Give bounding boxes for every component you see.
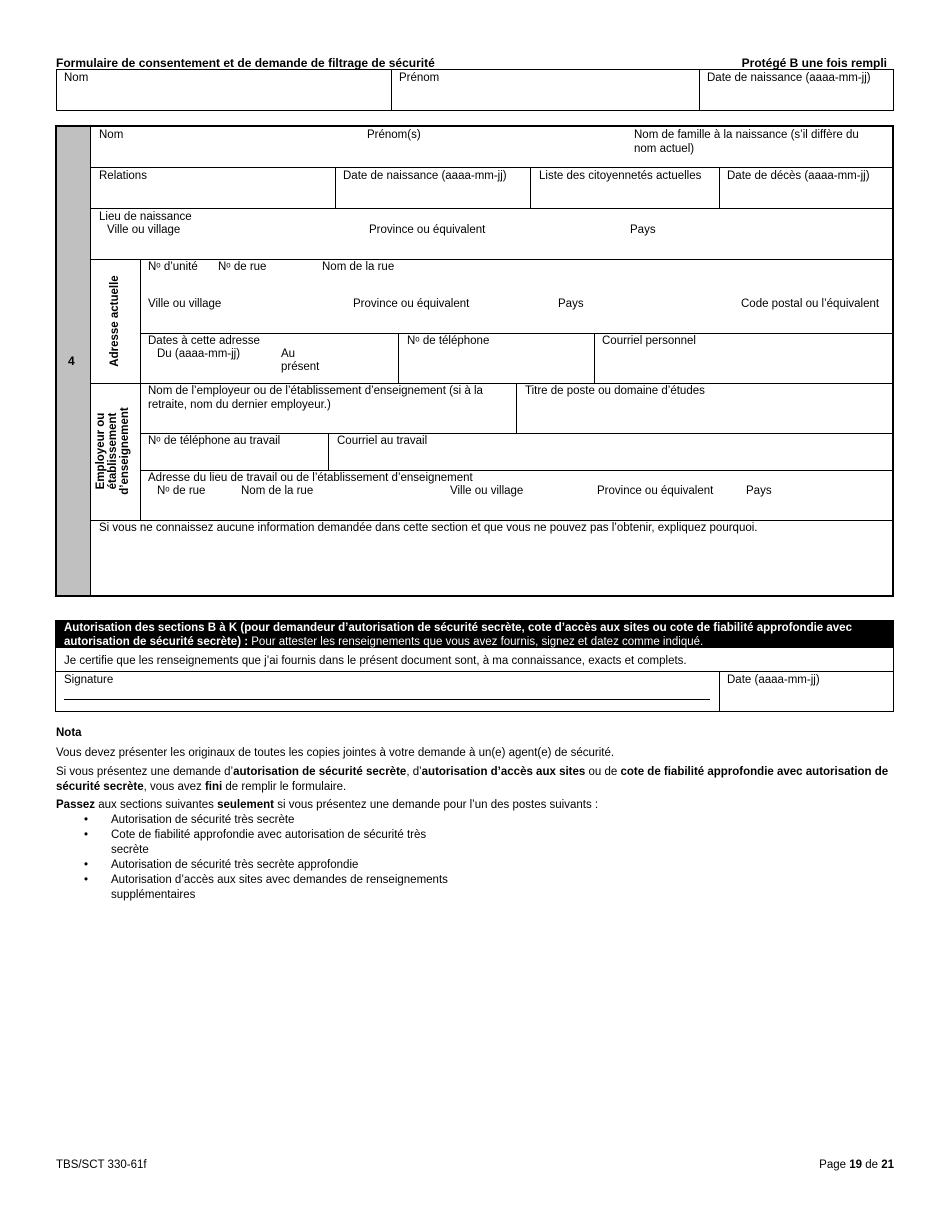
relative-nom-field[interactable]: Nom [99,129,124,141]
courriel-travail-field[interactable]: Courriel au travail [337,435,428,447]
form-number: TBS/SCT 330-61f [56,1159,147,1171]
adresse-travail-label: Adresse du lieu de travail ou de l’établissement d’enseignement [148,472,473,484]
travail-pays-field[interactable]: Pays [746,485,772,497]
signature-label: Signature [64,674,114,686]
relations-field[interactable]: Relations [99,170,147,182]
autorisation-heading-bold: Autorisation des sections B à K (pour demandeur d’autorisation de sécurité secrète, cote d’accès aux sites ou cote de fiabilité approfondie avec autorisation de sécurité secrète) : [64,622,852,648]
autorisation-heading-normal: Pour attester les renseignements que vous avez fournis, signez et datez comme indiqué. [248,635,704,648]
lieu-ville-field[interactable]: Ville ou village [107,224,181,236]
no-unite-field[interactable]: Nᵒ d’unité [148,261,198,273]
date-present-label: présent [281,361,320,373]
form-title: Formulaire de consentement et de demande de filtrage de sécurité [56,56,435,70]
employeur-side-label-line2: établissement [107,412,119,490]
citoyennetes-field[interactable]: Liste des citoyennetés actuelles [539,170,702,182]
adresse-province-field[interactable]: Province ou équivalent [353,298,470,310]
adresse-pays-field[interactable]: Pays [558,298,584,310]
date-deces-field[interactable]: Date de décès (aaaa-mm-jj) [727,170,870,182]
unknown-info-field[interactable]: Si vous ne connaissez aucune information demandée dans cette section et que vous ne pouvez pas l’obtenir, expliquez pourquoi. [99,522,758,534]
relative-ddn-field[interactable]: Date de naissance (aaaa-mm-jj) [343,170,507,182]
lieu-pays-field[interactable]: Pays [630,224,656,236]
nom-employeur-field[interactable]: Nom de l’employeur ou de l’établissement d’enseignement (si à la retraite, nom du dernier employeur.) [148,385,483,411]
nota-paragraph-3: Passez aux sections suivantes seulement si vous présentez une demande pour l’un des postes suivants : [56,799,599,811]
dates-adresse-label: Dates à cette adresse [148,335,260,347]
postes-list [84,813,464,903]
nom-rue-field[interactable]: Nom de la rue [322,261,395,273]
travail-no-rue-field[interactable]: Nᵒ de rue [157,485,206,497]
employeur-side-label [95,391,135,511]
code-postal-field[interactable]: Code postal ou l’équivalent [741,298,880,310]
date-au-label: Au [281,348,296,360]
lieu-province-field[interactable]: Province ou équivalent [369,224,486,236]
courriel-personnel-field[interactable]: Courriel personnel [602,335,696,347]
header-ddn-field[interactable]: Date de naissance (aaaa-mm-jj) [707,72,871,84]
no-rue-field[interactable]: Nᵒ de rue [218,261,267,273]
travail-province-field[interactable]: Province ou équivalent [597,485,714,497]
titre-poste-field[interactable]: Titre de poste ou domaine d’études [525,385,705,397]
relative-nom-famille-field[interactable]: Nom de famille à la naissance (s’il diffère du nom actuel) [634,129,859,155]
nota-title: Nota [56,727,82,739]
employeur-side-label-line3: d’enseignement [119,407,131,495]
travail-nom-rue-field[interactable]: Nom de la rue [241,485,314,497]
signature-line[interactable] [64,699,710,700]
telephone-field[interactable]: Nᵒ de téléphone [407,335,490,347]
relative-prenoms-field[interactable]: Prénom(s) [367,129,421,141]
tel-travail-field[interactable]: Nᵒ de téléphone au travail [148,435,281,447]
nota-paragraph-2: Si vous présentez une demande d’autorisation de sécurité secrète, d’autorisation d’accès aux sites ou de cote de fiabilité approfondie avec autorisation de sécurité secrète, vous avez fini de remplir le formulaire. [56,766,889,793]
nota-body [56,746,894,813]
travail-ville-field[interactable]: Ville ou village [450,485,524,497]
autorisation-banner [56,621,893,648]
certification-text: Je certifie que les renseignements que j’ai fournis dans le présent document sont, à ma connaissance, exacts et complets. [64,655,687,667]
nota-paragraph-1: Vous devez présenter les originaux de toutes les copies jointes à votre demande à un(e) agent(e) de sécurité. [56,747,615,759]
list-item: • Autorisation de sécurité très secrète approfondie [84,858,464,873]
list-item: • Autorisation de sécurité très secrète [84,813,464,828]
lieu-naissance-label: Lieu de naissance [99,211,192,223]
adresse-actuelle-side-label: Adresse actuelle [109,275,121,367]
list-item: • Autorisation d’accès aux sites avec demandes de renseignements supplémentaires [84,873,464,903]
section-number: 4 [68,354,75,368]
date-du-field[interactable]: Du (aaaa-mm-jj) [157,348,241,360]
adresse-ville-field[interactable]: Ville ou village [148,298,222,310]
list-item: • Cote de fiabilité approfondie avec autorisation de sécurité très secrète [84,828,464,858]
header-nom-field[interactable]: Nom [64,72,89,84]
classification-label: Protégé B une fois rempli [741,56,887,70]
signature-date-field[interactable]: Date (aaaa-mm-jj) [727,674,820,686]
header-prenom-field[interactable]: Prénom [399,72,440,84]
page-indicator: Page 19 de 21 [819,1159,894,1171]
employeur-side-label-line1: Employeur ou [95,412,107,490]
